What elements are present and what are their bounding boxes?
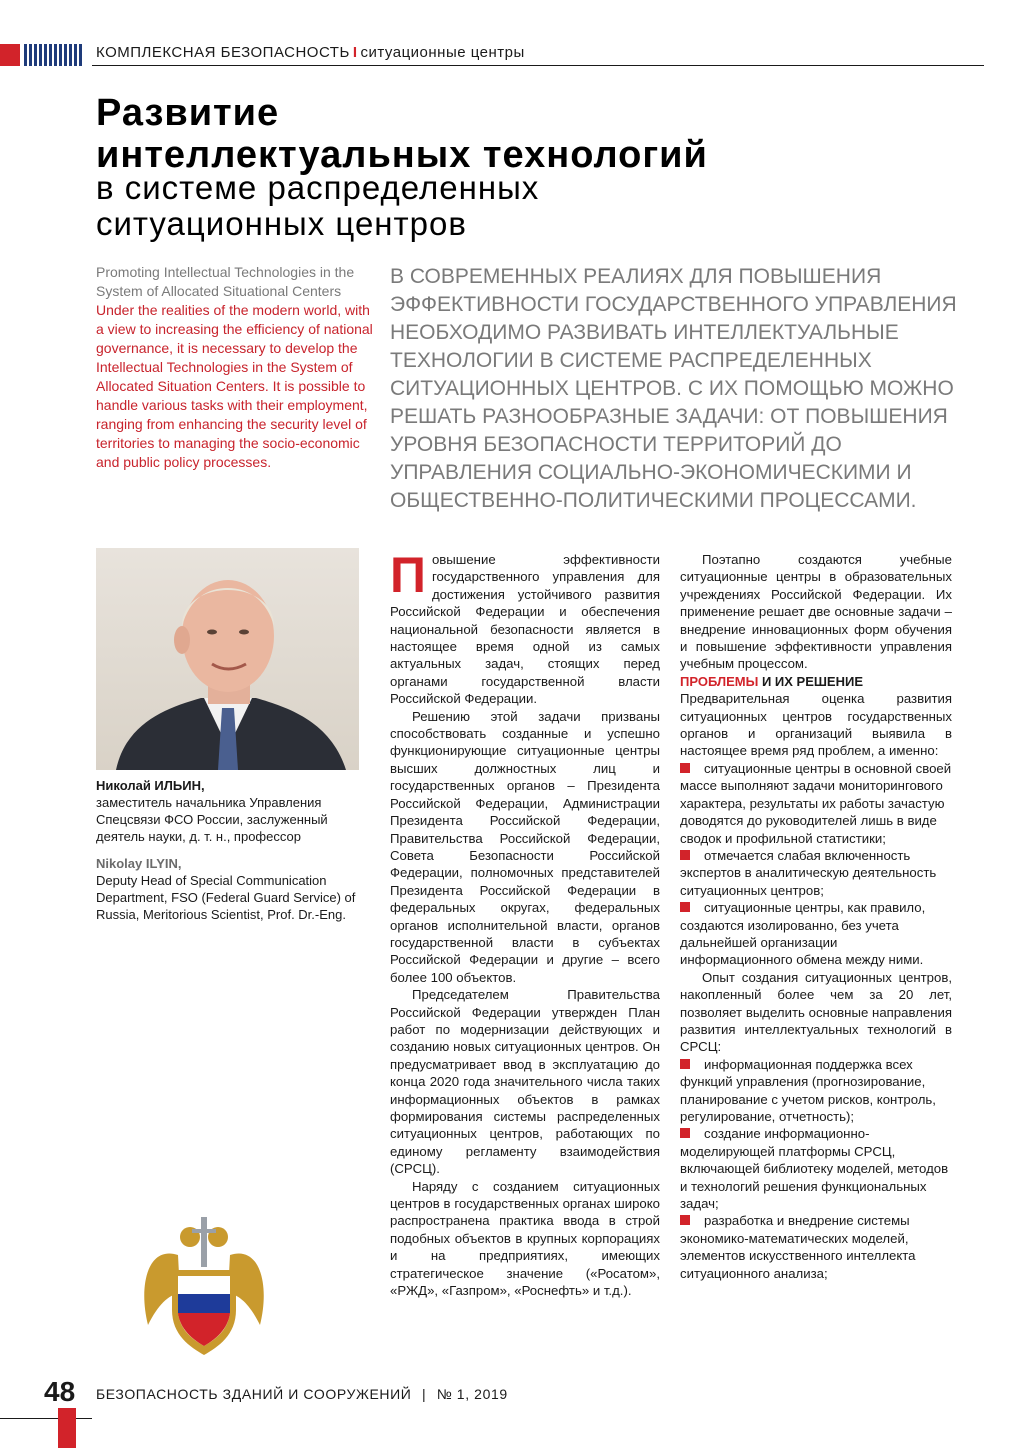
author-name-ru: Николай ИЛЬИН,: [96, 778, 205, 793]
portrait-illustration: [96, 548, 359, 770]
footer-red-block: [58, 1408, 76, 1448]
list-item: ситуационные центры в основной своей массе выполняют задачи мониторингового характера, результаты их работы зачастую доводятся до руководителей лишь в виде сводок и профильной статистики;: [680, 760, 952, 846]
article-subtitle-line1: в системе распределенных: [96, 169, 540, 206]
footer-journal: БЕЗОПАСНОСТЬ ЗДАНИЙ И СООРУЖЕНИЙ: [96, 1386, 412, 1402]
author-info: [96, 777, 366, 923]
running-footer: [96, 1386, 508, 1402]
header-separator: I: [352, 44, 358, 61]
header-stripes-decoration: [24, 44, 84, 66]
footer-rule: [0, 1418, 92, 1419]
paragraph-4: Наряду с созданием ситуационных центров в государственных органах широко распространена практика ввода в строй подобных объектов в крупных корпорациях и на предприятиях, имеющих стратегическое значение («Росатом», «РЖД», «Газпром», «Роснефть» и т.д.).: [390, 1178, 660, 1299]
list-item: ситуационные центры, как правило, создаются изолированно, без учета дальнейшей организации информационного обмена между ними.: [680, 899, 952, 969]
author-position-en: Deputy Head of Special Communication Department, FSO (Federal Guard Service) of Russia, Meritorious Scientist, Prof. Dr.-Eng.: [96, 873, 356, 922]
footer-issue: № 1, 2019: [436, 1386, 508, 1402]
list-item: отмечается слабая включенность экспертов в аналитическую деятельность ситуационных центров;: [680, 847, 952, 899]
abstract-english-title: Promoting Intellectual Technologies in the System of Allocated Situational Centers: [96, 264, 355, 299]
section-heading-rest: И ИХ РЕШЕНИЕ: [758, 673, 864, 689]
author-position-ru: заместитель начальника Управления Спецсвязи ФСО России, заслуженный деятель науки, д. т. н., профессор: [96, 795, 328, 844]
author-name-en: Nikolay ILYIN,: [96, 856, 182, 871]
list-item: информационная поддержка всех функций управления (прогнозирование, планирование с учетом рисков, контроль, регулирование, отчетность);: [680, 1056, 952, 1126]
author-portrait-photo: [96, 548, 359, 770]
article-subtitle-line2: ситуационных центров: [96, 205, 467, 242]
body-column-2: [680, 551, 952, 1282]
header-section: КОМПЛЕКСНАЯ БЕЗОПАСНОСТЬ: [96, 44, 350, 61]
abstract-english: [96, 263, 374, 472]
article-title: [96, 92, 976, 176]
article-lead: В СОВРЕМЕННЫХ РЕАЛИЯХ ДЛЯ ПОВЫШЕНИЯ ЭФФЕКТИВНОСТИ ГОСУДАРСТВЕННОГО УПРАВЛЕНИЯ НЕОБХОДИМО РАЗВИВАТЬ ИНТЕЛЛЕКТУАЛЬНЫЕ ТЕХНОЛОГИИ В СИСТЕМЕ РАСПРЕДЕЛЕННЫХ СИТУАЦИОННЫХ ЦЕНТРОВ. С ИХ ПОМОЩЬЮ МОЖНО РЕШАТЬ РАЗНООБРАЗНЫЕ ЗАДАЧИ: ОТ ПОВЫШЕНИЯ УРОВНЯ БЕЗОПАСНОСТИ ТЕРРИТОРИЙ ДО УПРАВЛЕНИЯ СОЦИАЛЬНО-ЭКОНОМИЧЕСКИМИ И ОБЩЕСТВЕННО-ПОЛИТИЧЕСКИМИ ПРОЦЕССАМИ.: [390, 265, 957, 512]
paragraph-1: [390, 547, 660, 708]
page-number: 48: [44, 1376, 76, 1407]
header-subsection: ситуационные центры: [360, 44, 525, 61]
footer-separator: |: [421, 1386, 427, 1402]
directions-list: [680, 1056, 952, 1282]
paragraph-2: Решению этой задачи призваны способствовать созданные и успешно функционирующие ситуационные центры высших должностных лиц и государственных органов – Президента Российской Федерации, Администрации Президента Российской Федерации, Правительства Российской Федерации, Совета Безопасности Российской Федерации, полномочных представителей Президента Российской Федерации в федеральных округах, федеральных органов исполнительной власти, органов государственной власти в субъектах Российской Федерации и другие – всего более 100 объектов.: [390, 708, 660, 985]
list-item: создание информационно-моделирующей платформы СРСЦ, включающей библиотеку моделей, методов и технологий решения функциональных задач;: [680, 1125, 952, 1212]
running-header: [96, 44, 525, 61]
dropcap: П: [390, 547, 426, 603]
header-red-block: [0, 44, 20, 66]
list-item: разработка и внедрение системы экономико-математических моделей, элементов искусственного интеллекта ситуационного анализа;: [680, 1212, 952, 1282]
section-heading-red: ПРОБЛЕМЫ: [680, 673, 759, 689]
article-title-line1: Развитие: [96, 92, 280, 134]
article-title-line2: интеллектуальных технологий: [96, 134, 708, 176]
article-subtitle: [96, 170, 976, 242]
paragraph-1-text: овышение эффективности государственного управления для достижения устойчивого развития Российской Федерации и обеспечения национальной безопасности является в настоящее время одной из самых актуальных задач, стоящих перед органами государственной власти Российской Федерации.: [390, 552, 660, 707]
problems-list: [680, 760, 952, 969]
paragraph-3: Председателем Правительства Российской Федерации утвержден План работ по модернизации действующих и созданию новых ситуационных центров. Он предусматривает ввод в эксплуатацию до конца 2020 года значительного числа таких информационных объектов в рамках формирования системы распределенных ситуационных центров, работающих по единому регламенту взаимодействия (СРСЦ).: [390, 987, 660, 1177]
fso-emblem-icon: [138, 1215, 270, 1360]
paragraph-7: Опыт создания ситуационных центров, накопленный более чем за 20 лет, позволяет выделить основные направления развития интеллектуальных технологий в СРСЦ:: [680, 969, 952, 1055]
abstract-english-text: Under the realities of the modern world, with a view to increasing the efficiency of national governance, it is necessary to develop the Intellectual Technologies in the System of Allocated Situation Centers. It is possible to handle various tasks with their employment, ranging from enhancing the security level of territories to managing the socio-economic and public policy processes.: [96, 302, 373, 470]
body-column-1: [390, 547, 660, 1299]
section-heading: [680, 673, 952, 690]
emblem-illustration: [138, 1215, 270, 1360]
paragraph-5: Поэтапно создаются учебные ситуационные центры в образовательных учреждениях Российской Федерации. Их применение решает две основные задачи – внедрение инновационных форм обучения и повышение эффективности управления учебным процессом.: [680, 552, 952, 672]
paragraph-6: Предварительная оценка развития ситуационных центров государственных органов и организаций выявила в настоящее время ряд проблем, а именно:: [680, 691, 952, 759]
header-rule: [92, 65, 984, 66]
